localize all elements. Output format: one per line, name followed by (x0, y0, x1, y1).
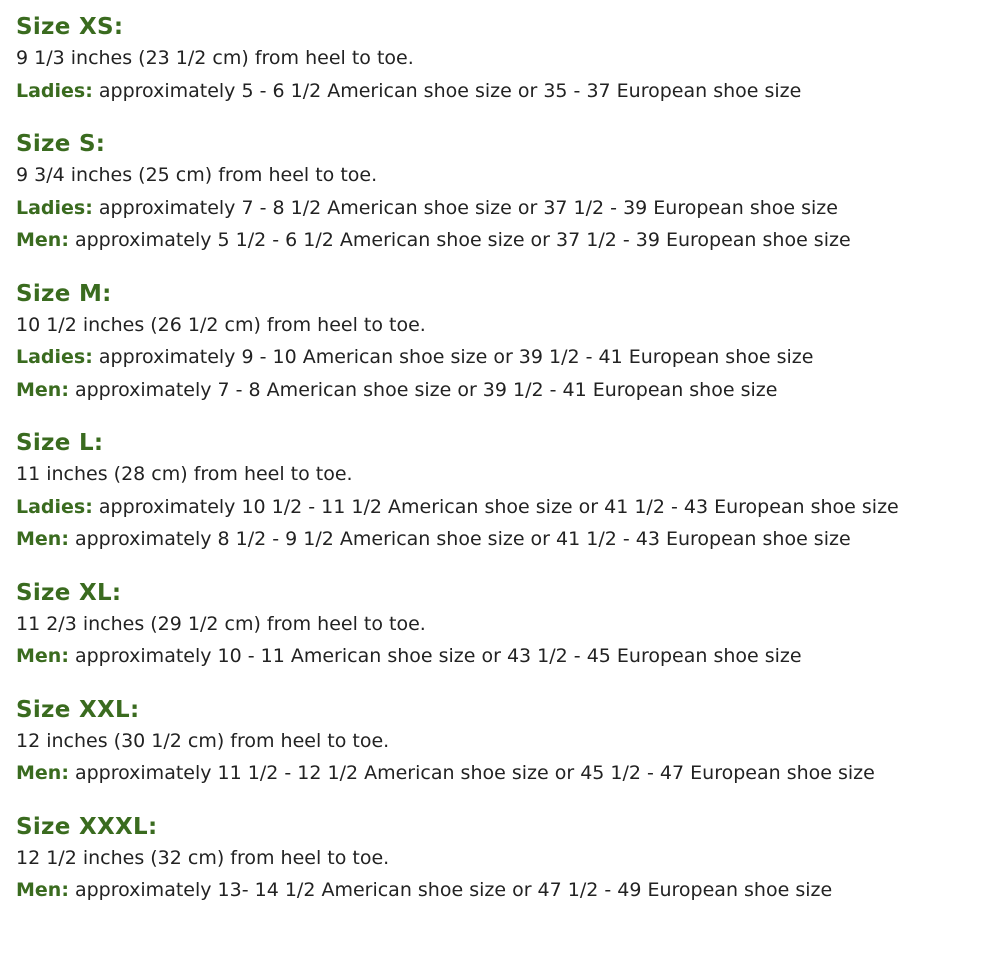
size-block-xxxl (16, 812, 1001, 907)
men-label: Men: (16, 762, 69, 784)
ladies-label: Ladies: (16, 346, 93, 368)
length-line: 9 1/3 inches (23 1/2 cm) from heel to toe. (16, 47, 414, 69)
size-block-xs (16, 12, 1001, 107)
ladies-label: Ladies: (16, 495, 93, 518)
men-line (16, 224, 1001, 257)
size-block-m (16, 279, 1001, 407)
length-line: 11 2/3 inches (29 1/2 cm) from heel to toe. (16, 612, 426, 635)
men-text: approximately 10 - 11 American shoe size or 43 1/2 - 45 European shoe size (68, 645, 802, 667)
ladies-text: approximately 7 - 8 1/2 American shoe size or 37 1/2 - 39 European shoe size (92, 196, 838, 219)
men-label: Men: (16, 879, 69, 901)
size-title: Size XXXL: (16, 813, 158, 840)
ladies-line (16, 491, 1001, 524)
ladies-text: approximately 5 - 6 1/2 American shoe size or 35 - 37 European shoe size (92, 79, 802, 102)
ladies-line (16, 192, 1001, 225)
size-block-s (16, 129, 1001, 257)
size-title: Size L: (16, 430, 104, 456)
length-line: 10 1/2 inches (26 1/2 cm) from heel to toe. (16, 313, 426, 336)
men-label: Men: (16, 528, 69, 550)
length-line: 11 inches (28 cm) from heel to toe. (16, 463, 353, 485)
size-block-xxl (16, 695, 1001, 790)
men-text: approximately 11 1/2 - 12 1/2 American shoe size or 45 1/2 - 47 European shoe size (68, 762, 875, 784)
size-title: Size XS: (16, 14, 124, 40)
men-line (16, 757, 1001, 790)
length-line: 9 3/4 inches (25 cm) from heel to toe. (16, 164, 378, 186)
ladies-line (16, 75, 1001, 108)
men-line (16, 874, 1001, 907)
men-text: approximately 13- 14 1/2 American shoe size or 47 1/2 - 49 European shoe size (68, 879, 833, 901)
men-line (16, 374, 1001, 407)
men-label: Men: (16, 229, 69, 251)
men-label: Men: (16, 645, 69, 667)
size-title: Size M: (16, 280, 112, 307)
men-line (16, 640, 1001, 673)
ladies-text: approximately 10 1/2 - 11 1/2 American shoe size or 41 1/2 - 43 European shoe size (92, 495, 899, 518)
men-text: approximately 5 1/2 - 6 1/2 American shoe size or 37 1/2 - 39 European shoe size (68, 229, 851, 251)
length-line: 12 1/2 inches (32 cm) from heel to toe. (16, 846, 390, 869)
ladies-line (16, 341, 1001, 374)
size-title: Size S: (16, 131, 106, 157)
men-label: Men: (16, 378, 69, 401)
length-line: 12 inches (30 1/2 cm) from heel to toe. (16, 729, 390, 752)
ladies-text: approximately 9 - 10 American shoe size or 39 1/2 - 41 European shoe size (92, 346, 814, 368)
ladies-label: Ladies: (16, 79, 93, 102)
men-line (16, 523, 1001, 556)
size-title: Size XXL: (16, 696, 140, 723)
men-text: approximately 7 - 8 American shoe size or 39 1/2 - 41 European shoe size (68, 378, 778, 401)
ladies-label: Ladies: (16, 196, 93, 219)
size-block-l (16, 428, 1001, 556)
men-text: approximately 8 1/2 - 9 1/2 American shoe size or 41 1/2 - 43 European shoe size (68, 528, 851, 550)
size-block-xl (16, 578, 1001, 673)
size-title: Size XL: (16, 579, 122, 606)
